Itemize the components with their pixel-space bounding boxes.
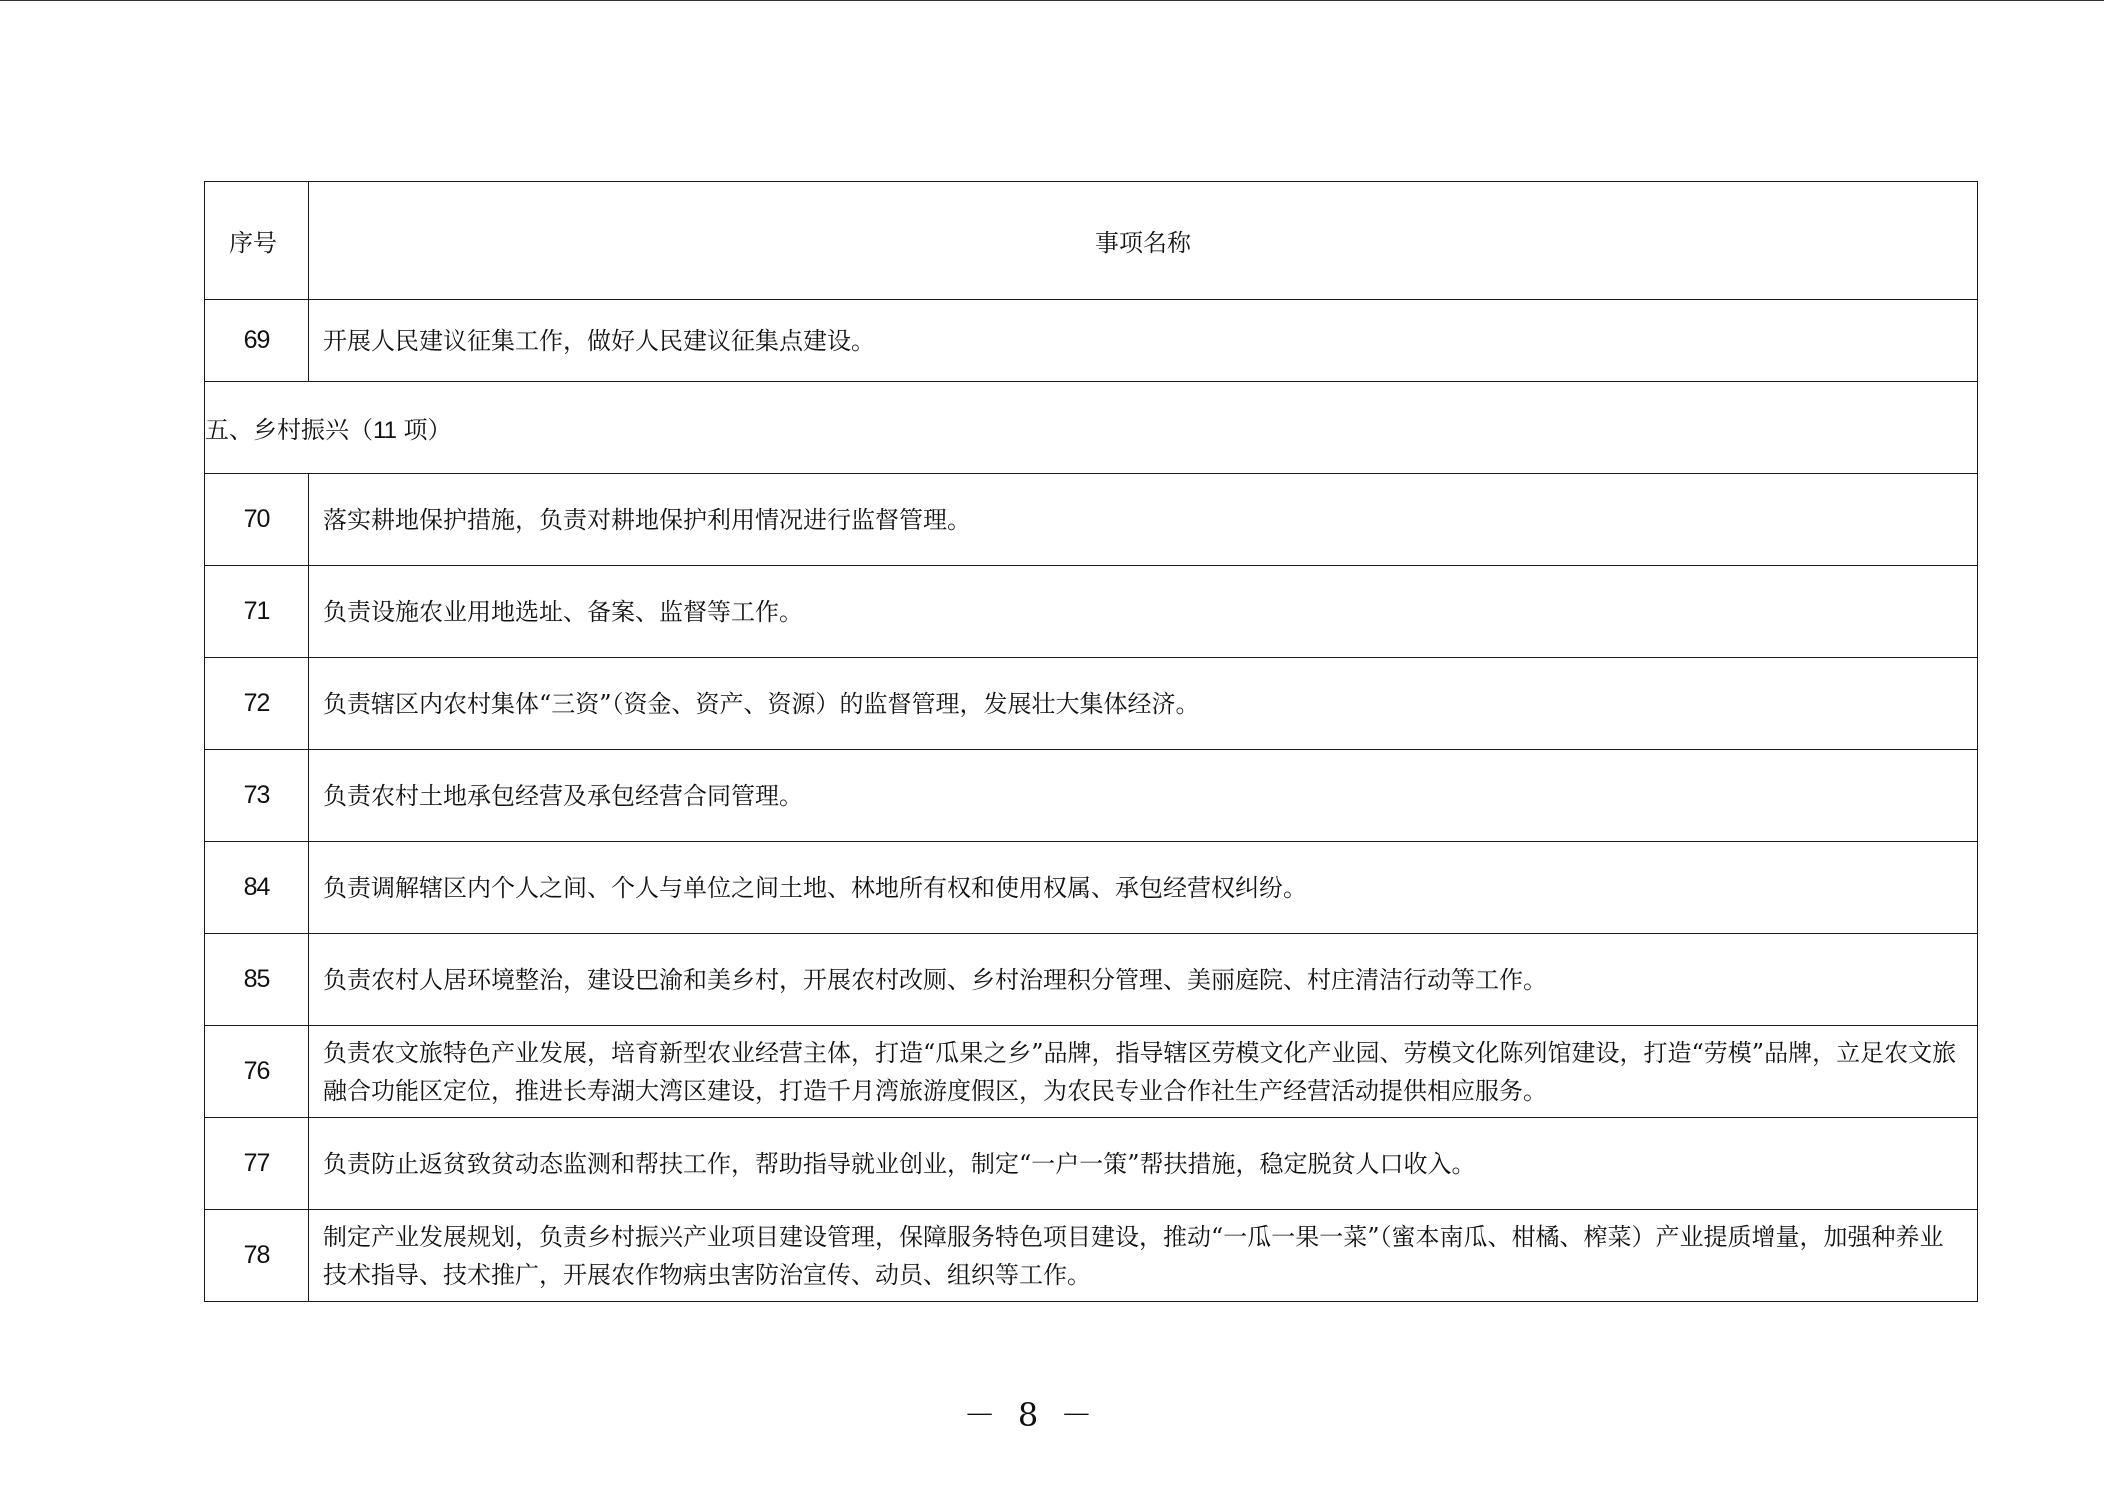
table-header-row xyxy=(205,182,1978,300)
page-top-edge xyxy=(0,0,2104,1)
page-number: － 8 － xyxy=(963,1396,1099,1434)
row-item-name: 负责防止返贫致贫动态监测和帮扶工作，帮助指导就业创业，制定“一户一策”帮扶措施，稳定脱贫人口收入。 xyxy=(309,1118,1978,1210)
table-row xyxy=(205,658,1978,750)
table-row xyxy=(205,1026,1978,1118)
items-table xyxy=(204,181,1978,1302)
section-item-count: 11 xyxy=(373,417,396,444)
row-item-name: 开展人民建议征集工作，做好人民建议征集点建设。 xyxy=(309,300,1978,382)
table-row xyxy=(205,750,1978,842)
section-heading-row xyxy=(205,382,1978,474)
row-serial-number: 77 xyxy=(205,1118,309,1210)
row-item-name: 负责调解辖区内个人之间、个人与单位之间土地、林地所有权和使用权属、承包经营权纠纷。 xyxy=(309,842,1978,934)
row-item-name: 负责农文旅特色产业发展，培育新型农业经营主体，打造“瓜果之乡”品牌，指导辖区劳模文化产业园、劳模文化陈列馆建设，打造“劳模”品牌，立足农文旅融合功能区定位，推进长寿湖大湾区建设，打造千月湾旅游度假区，为农民专业合作社生产经营活动提供相应服务。 xyxy=(309,1026,1978,1118)
table-row xyxy=(205,300,1978,382)
table-row xyxy=(205,1118,1978,1210)
row-item-name: 落实耕地保护措施，负责对耕地保护利用情况进行监督管理。 xyxy=(309,474,1978,566)
section-heading-prefix: 五、乡村振兴（ xyxy=(205,416,373,444)
table-row xyxy=(205,842,1978,934)
row-serial-number: 84 xyxy=(205,842,309,934)
row-serial-number: 76 xyxy=(205,1026,309,1118)
row-serial-number: 85 xyxy=(205,934,309,1026)
row-serial-number: 70 xyxy=(205,474,309,566)
row-item-name: 负责辖区内农村集体“三资”（资金、资产、资源）的监督管理，发展壮大集体经济。 xyxy=(309,658,1978,750)
row-serial-number: 72 xyxy=(205,658,309,750)
row-item-name: 制定产业发展规划，负责乡村振兴产业项目建设管理，保障服务特色项目建设，推动“一瓜一果一菜”（蜜本南瓜、柑橘、榨菜）产业提质增量，加强种养业技术指导、技术推广，开展农作物病虫害防治宣传、动员、组织等工作。 xyxy=(309,1210,1978,1302)
table-row xyxy=(205,474,1978,566)
row-item-name: 负责设施农业用地选址、备案、监督等工作。 xyxy=(309,566,1978,658)
row-serial-number: 78 xyxy=(205,1210,309,1302)
row-item-name: 负责农村人居环境整治，建设巴渝和美乡村，开展农村改厕、乡村治理积分管理、美丽庭院、村庄清洁行动等工作。 xyxy=(309,934,1978,1026)
row-serial-number: 73 xyxy=(205,750,309,842)
table-row xyxy=(205,566,1978,658)
row-item-name: 负责农村土地承包经营及承包经营合同管理。 xyxy=(309,750,1978,842)
section-heading xyxy=(205,382,1978,474)
row-serial-number: 71 xyxy=(205,566,309,658)
header-serial-number: 序号 xyxy=(205,182,309,300)
table-row xyxy=(205,1210,1978,1302)
row-serial-number: 69 xyxy=(205,300,309,382)
table-row xyxy=(205,934,1978,1026)
header-item-name: 事项名称 xyxy=(309,182,1978,300)
section-heading-suffix: 项） xyxy=(395,416,452,444)
